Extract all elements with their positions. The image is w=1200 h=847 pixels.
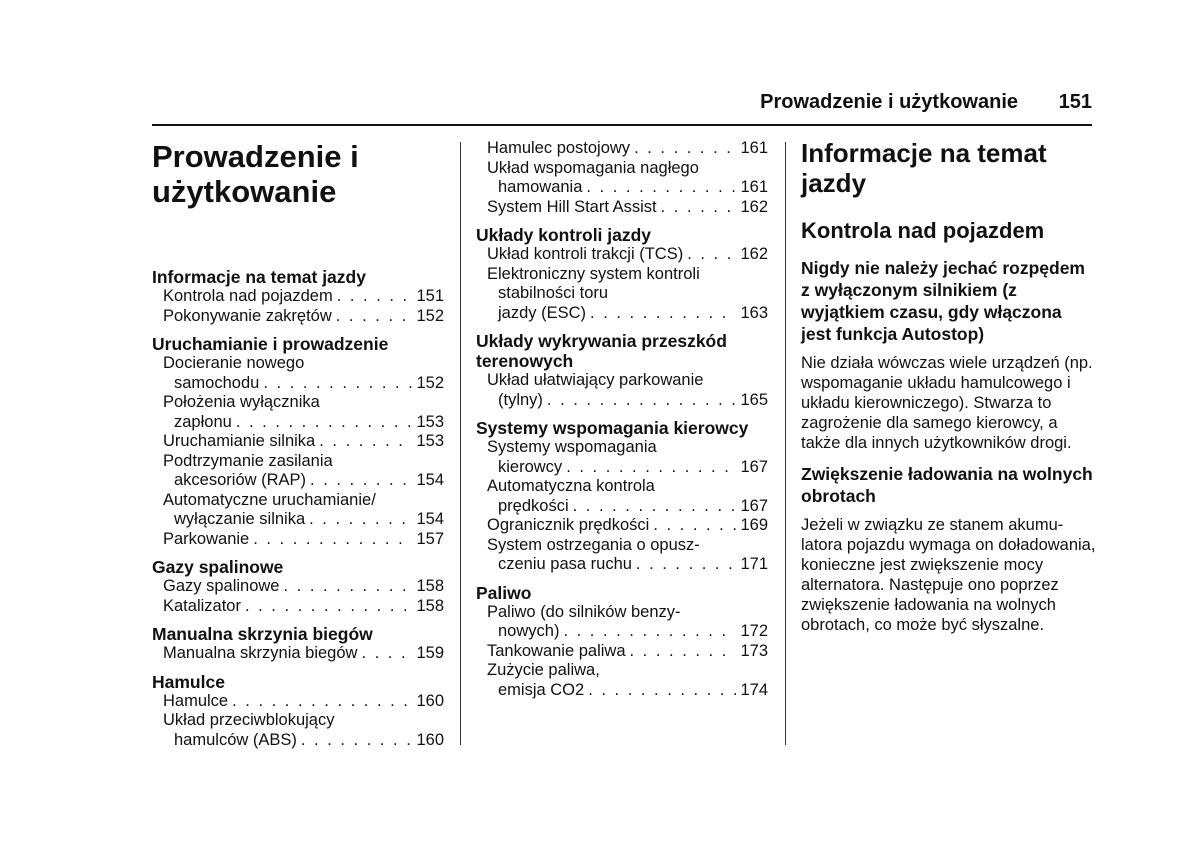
toc-page-number: 174	[740, 680, 768, 699]
subsection-heading: Kontrola nad pojazdem	[801, 218, 1045, 243]
running-header	[152, 90, 1092, 126]
toc-section	[152, 557, 444, 616]
toc-entry[interactable]	[476, 265, 768, 324]
toc-page-number: 158	[416, 596, 444, 615]
idle-charging-heading: Zwiększenie ładowania na wolnych obrotach	[801, 464, 1093, 506]
toc-entry-line	[487, 497, 768, 517]
toc-entry-text: Docieranie nowego	[163, 354, 305, 372]
toc-entry-text: prędkości	[498, 496, 569, 515]
toc-entry-text: Układ przeciwblokujący	[163, 711, 335, 729]
toc-section	[152, 672, 444, 751]
toc-leader-dots	[687, 245, 736, 265]
toc-entry[interactable]	[476, 661, 768, 700]
toc-entry-text: Uruchamianie silnika	[163, 432, 316, 450]
toc-entry-text: Ogranicznik prędkości	[487, 516, 650, 534]
toc-section-title: Systemy wspomagania kierowcy	[476, 418, 749, 438]
toc-entry-text: hamulców (ABS)	[174, 730, 297, 749]
toc-entry[interactable]	[476, 438, 768, 477]
toc-entry-line	[487, 603, 768, 623]
toc-entry-text: nowych)	[498, 622, 560, 640]
toc-leader-dots	[336, 307, 413, 327]
toc-entry-line	[163, 374, 444, 394]
toc-section	[152, 624, 444, 664]
toc-entry-line	[163, 413, 444, 433]
toc-entry-text: System ostrzegania o opusz-	[487, 535, 700, 554]
toc-entry-text: Pokonywanie zakrętów	[163, 306, 332, 325]
toc-list	[152, 267, 444, 750]
toc-entry[interactable]	[152, 692, 444, 712]
toc-entry-line	[163, 432, 444, 452]
chapter-title-line: użytkowanie	[152, 174, 337, 209]
column-divider	[460, 142, 461, 745]
toc-leader-dots	[547, 391, 737, 411]
toc-entry[interactable]	[152, 491, 444, 530]
toc-entry-text: System Hill Start Assist	[487, 197, 657, 216]
toc-entry-text: stabilności toru	[498, 284, 609, 302]
toc-section-title: Układy kontroli jazdy	[476, 225, 652, 245]
toc-section	[152, 267, 444, 326]
toc-entry-line	[487, 178, 768, 198]
idle-charging-text: Jeżeli w związku ze stanem akumulatora pojazdu wymaga on doładowania, konieczne jest zwiększenie mocy alternatora. Następuje ono poprzez zwiększenie ładowania na wolnych obrotach, co może być słyszalne.	[801, 516, 1096, 634]
toc-entry-line	[487, 304, 768, 324]
toc-entry[interactable]	[152, 644, 444, 664]
toc-leader-dots	[263, 374, 412, 394]
toc-entry[interactable]	[152, 452, 444, 491]
toc-leader-dots	[319, 432, 412, 452]
toc-entry[interactable]	[152, 597, 444, 617]
toc-entry-line	[487, 159, 768, 179]
toc-page-number: 152	[416, 306, 444, 325]
toc-entry-line	[163, 711, 444, 731]
toc-entry-text: Układ kontroli trakcji (TCS)	[487, 245, 684, 263]
toc-section-title: Hamulce	[152, 671, 225, 692]
toc-leader-dots	[253, 530, 412, 550]
toc-entry[interactable]	[476, 536, 768, 575]
toc-entry-text: Katalizator	[163, 596, 241, 615]
toc-entry-line	[163, 393, 444, 413]
toc-entry[interactable]	[152, 393, 444, 432]
toc-entry-text: akcesoriów (RAP)	[174, 471, 307, 489]
toc-page-number: 161	[740, 139, 768, 157]
toc-entry-text: Elektroniczny system kontroli	[487, 264, 700, 283]
toc-entry-text: Podtrzymanie zasilania	[163, 451, 333, 470]
toc-page-number: 158	[416, 577, 444, 595]
toc-entry-text: Położenia wyłącznika	[163, 393, 320, 411]
toc-entry-text: Systemy wspomagania	[487, 438, 657, 456]
toc-entry[interactable]	[476, 371, 768, 410]
toc-entry-text: Zużycie paliwa,	[487, 661, 600, 679]
toc-entry-text: Gazy spalinowe	[163, 577, 280, 595]
toc-entry[interactable]	[152, 307, 444, 327]
toc-entry[interactable]	[476, 477, 768, 516]
toc-entry-text: Hamulce	[163, 691, 229, 710]
chapter-title	[152, 138, 444, 209]
toc-page-number: 167	[740, 457, 768, 476]
toc-leader-dots	[236, 413, 413, 433]
toc-page-number: 169	[740, 516, 768, 534]
content-column	[801, 138, 1096, 645]
toc-leader-dots	[245, 597, 413, 617]
toc-entry-line	[487, 458, 768, 478]
toc-entry-line	[487, 516, 768, 536]
toc-leader-dots	[590, 304, 736, 324]
toc-entry-line	[163, 491, 444, 511]
toc-leader-dots	[630, 642, 737, 662]
toc-page-number: 163	[740, 303, 768, 322]
toc-section	[152, 334, 444, 549]
toc-entry-line	[487, 198, 768, 218]
toc-entry-line	[487, 265, 768, 285]
toc-list	[476, 139, 768, 700]
toc-entry[interactable]	[152, 432, 444, 452]
toc-entry-text: (tylny)	[498, 390, 543, 409]
toc-page-number: 161	[740, 178, 768, 196]
toc-entry-text: Parkowanie	[163, 529, 250, 548]
toc-section	[476, 418, 768, 575]
toc-entry-text: Hamulec postojowy	[487, 139, 631, 157]
toc-section	[476, 225, 768, 323]
toc-entry-line	[487, 622, 768, 642]
toc-entry-text: Układ wspomagania nagłego	[487, 158, 699, 177]
toc-entry-line	[163, 287, 444, 307]
toc-page-number: 154	[416, 510, 444, 528]
toc-page-number: 162	[740, 197, 768, 216]
toc-page-number: 171	[740, 555, 768, 573]
toc-leader-dots	[301, 731, 413, 751]
toc-entry[interactable]	[476, 642, 768, 662]
toc-leader-dots	[634, 139, 736, 159]
toc-leader-dots	[232, 692, 412, 712]
toc-entry-line	[163, 731, 444, 751]
toc-entry-line	[163, 354, 444, 374]
warning-heading: Nigdy nie należy jechać rozpędem z wyłączonym silnikiem (z wyjątkiem czasu, gdy włączona jest funkcja Autostop)	[801, 258, 1085, 344]
toc-entry-line	[163, 692, 444, 712]
toc-column-middle	[476, 139, 768, 708]
toc-entry-text: wyłączanie silnika	[174, 510, 306, 528]
toc-page-number: 152	[416, 373, 444, 392]
toc-entry[interactable]	[152, 354, 444, 393]
toc-page-number: 153	[416, 412, 444, 431]
toc-entry-line	[163, 597, 444, 617]
toc-entry-text: Kontrola nad pojazdem	[163, 287, 333, 305]
toc-page-number: 160	[416, 691, 444, 710]
toc-entry-line	[487, 391, 768, 411]
toc-entry-text: zapłonu	[174, 412, 232, 431]
toc-page-number: 151	[416, 287, 444, 305]
toc-entry[interactable]	[152, 287, 444, 307]
toc-entry-text: czeniu pasa ruchu	[498, 555, 632, 573]
toc-entry[interactable]	[476, 245, 768, 265]
toc-page-number: 159	[416, 644, 444, 662]
toc-section-title: Manualna skrzynia biegów	[152, 624, 373, 644]
toc-entry-text: Układ ułatwiający parkowanie	[487, 371, 704, 389]
warning-text: Nie działa wówczas wiele urządzeń (np. wspomaganie układu hamulcowego i układu kierowniczego). Stwarza to zagrożenie dla samego kierowcy, a także dla innych użytkowników drogi.	[801, 354, 1093, 452]
toc-entry-line	[163, 510, 444, 530]
toc-section-title: Paliwo	[476, 582, 532, 603]
toc-leader-dots	[361, 644, 412, 664]
toc-page-number: 167	[740, 496, 768, 515]
toc-entry-text: Tankowanie paliwa	[487, 641, 626, 660]
toc-entry-text: Paliwo (do silników benzy-	[487, 602, 681, 621]
toc-entry[interactable]	[152, 530, 444, 550]
page-number: 151	[1058, 91, 1092, 113]
toc-entry-line	[487, 536, 768, 556]
toc-leader-dots	[636, 555, 737, 575]
toc-leader-dots	[563, 622, 736, 642]
toc-entry[interactable]	[152, 711, 444, 750]
toc-entry-line	[487, 371, 768, 391]
section-heading: Informacje na temat jazdy	[801, 138, 1047, 198]
toc-page-number: 153	[416, 432, 444, 450]
toc-entry-line	[163, 644, 444, 664]
toc-entry-text: kierowcy	[498, 457, 563, 476]
toc-leader-dots	[337, 287, 413, 307]
toc-entry-line	[487, 661, 768, 681]
toc-entry-line	[487, 555, 768, 575]
toc-leader-dots	[310, 471, 412, 491]
toc-entry-text: jazdy (ESC)	[498, 303, 587, 322]
toc-entry-text: emisja CO2	[498, 680, 585, 699]
toc-entry-line	[163, 307, 444, 327]
toc-entry[interactable]	[476, 139, 768, 159]
toc-leader-dots	[309, 510, 412, 530]
toc-entry-line	[487, 284, 768, 304]
toc-section-title: Uruchamianie i prowadzenie	[152, 334, 389, 354]
toc-leader-dots	[588, 681, 736, 701]
toc-entry-line	[163, 471, 444, 491]
toc-entry[interactable]	[476, 516, 768, 536]
toc-leader-dots	[573, 497, 737, 517]
toc-section-title: Informacje na temat jazdy	[152, 267, 366, 287]
toc-entry-line	[163, 452, 444, 472]
toc-entry-text: Automatyczne uruchamianie/	[163, 490, 376, 509]
toc-section	[476, 331, 768, 410]
toc-entry-text: Automatyczna kontrola	[487, 477, 655, 495]
running-header-title: Prowadzenie i użytkowanie	[760, 91, 1018, 113]
toc-leader-dots	[653, 516, 736, 536]
toc-entry[interactable]	[152, 577, 444, 597]
toc-leader-dots	[586, 178, 736, 198]
toc-entry-text: samochodu	[174, 373, 260, 392]
toc-entry[interactable]	[476, 603, 768, 642]
toc-page-number: 157	[416, 529, 444, 548]
toc-section-title: Układy wykrywania przeszkód terenowych	[476, 331, 727, 371]
toc-leader-dots	[566, 458, 736, 478]
toc-entry[interactable]	[476, 159, 768, 198]
toc-entry-line	[163, 577, 444, 597]
toc-page-number: 160	[416, 730, 444, 749]
toc-entry-line	[487, 642, 768, 662]
column-divider	[785, 142, 786, 745]
toc-section-title: Gazy spalinowe	[152, 557, 284, 577]
toc-leader-dots	[283, 577, 412, 597]
toc-page-number: 165	[740, 390, 768, 409]
toc-page-number: 162	[740, 245, 768, 263]
toc-entry-line	[487, 681, 768, 701]
toc-entry-line	[163, 530, 444, 550]
toc-section	[476, 583, 768, 701]
toc-entry-text: hamowania	[498, 178, 583, 196]
toc-entry-line	[487, 477, 768, 497]
toc-entry-line	[487, 245, 768, 265]
toc-page-number: 172	[740, 622, 768, 640]
toc-section	[476, 139, 768, 217]
toc-page-number: 173	[740, 641, 768, 660]
toc-entry-line	[487, 438, 768, 458]
toc-entry[interactable]	[476, 198, 768, 218]
chapter-title-line: Prowadzenie i	[152, 139, 359, 174]
toc-column-left	[152, 138, 444, 758]
toc-entry-text: Manualna skrzynia biegów	[163, 644, 358, 662]
toc-page-number: 154	[416, 471, 444, 489]
toc-entry-line	[487, 139, 768, 159]
toc-leader-dots	[661, 198, 737, 218]
